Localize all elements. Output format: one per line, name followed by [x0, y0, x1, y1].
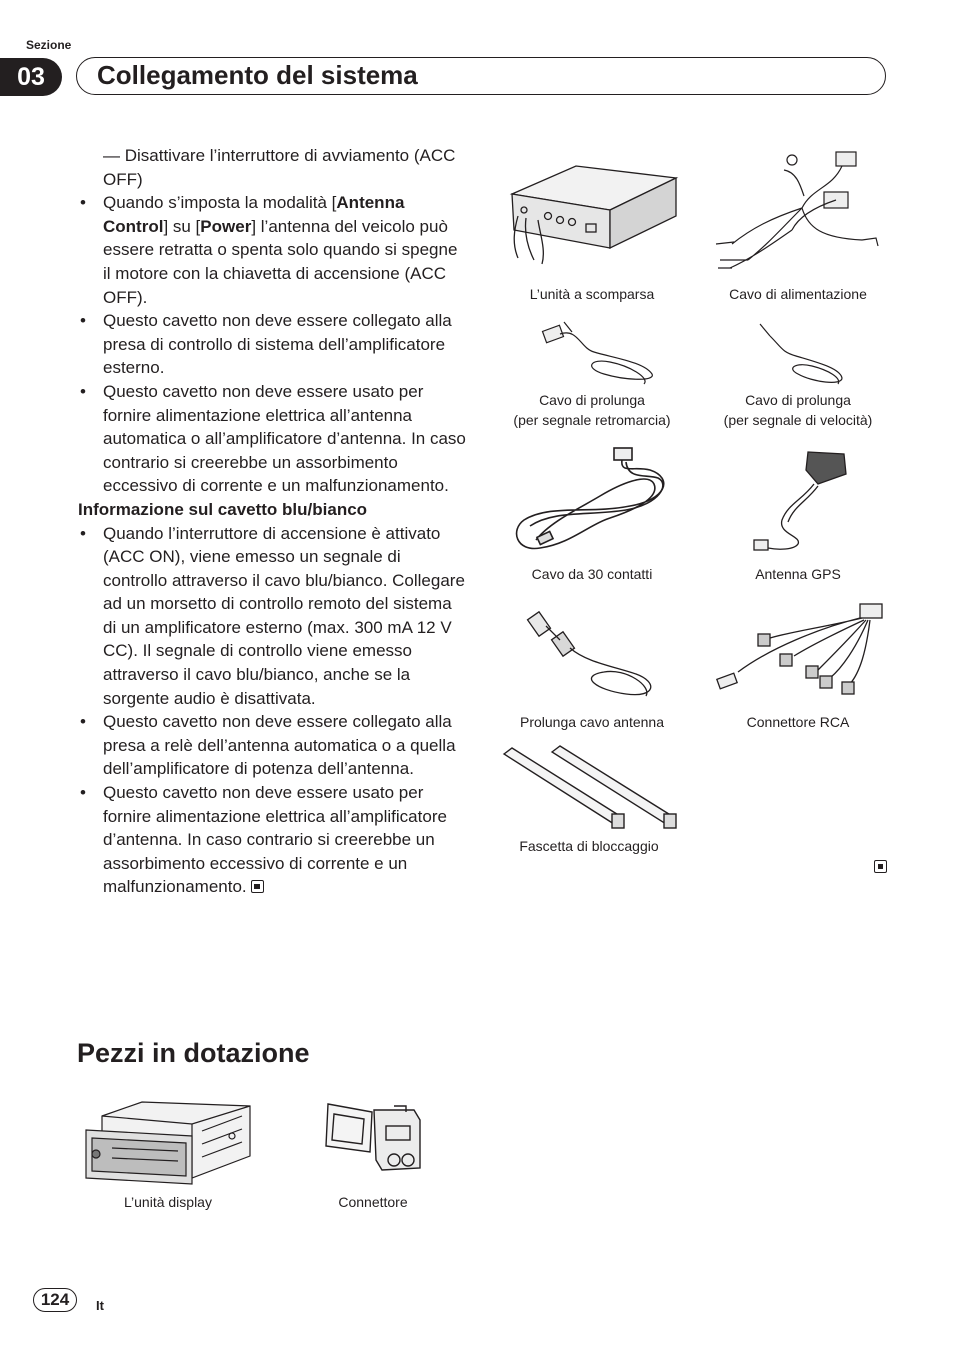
part-caption: Antenna GPS	[755, 566, 841, 582]
bullet-item	[78, 191, 468, 309]
cable-tie-figure	[500, 744, 682, 834]
part-caption: L’unità a scomparsa	[529, 286, 655, 302]
section-title: Collegamento del sistema	[97, 60, 418, 90]
bullet-item: • Quando l’interruttore di accensione è attivato (ACC ON), viene emesso un segnale di controllo attraverso il cavo blu/bianco. Collegare ad un morsetto di controllo remoto del sistema di un amplificatore esterno (max. 300 mA 12 V CC). Il segnale di controllo viene emesso attraverso il cavo blu/bianco, anche se la sorgente audio è disattivata.	[78, 522, 468, 711]
part-caption: Prolunga cavo antenna	[520, 714, 664, 730]
gps-antenna-figure	[748, 444, 854, 556]
cable-tie-icon	[500, 744, 682, 834]
subheading: Informazione sul cavetto blu/bianco	[78, 499, 368, 519]
antenna-extension-icon	[516, 606, 662, 702]
section-label: Sezione	[26, 38, 72, 52]
extension-cable-speed-icon	[752, 318, 850, 388]
bullet-item: • Questo cavetto non deve essere usato per fornire alimentazione elettrica all’antenna automatica o all’amplificatore d’antenna. In caso contrario si creerebbe un assorbimento eccessivo di corrente e un malfunzionamento.	[78, 380, 468, 498]
extension-cable-reverse-figure	[534, 318, 660, 390]
section-number-badge: 03	[0, 58, 62, 96]
part-caption: Cavo di prolunga (per segnale retromarcia)	[513, 392, 671, 428]
part-caption: Cavo da 30 contatti	[531, 566, 653, 582]
bullet-item: • Questo cavetto non deve essere collegato alla presa a relè dell’antenna automatica o a quella dell’amplificatore di potenza dell’antenna.	[78, 710, 468, 781]
power-cable-icon	[712, 148, 884, 276]
30-pin-cable-figure	[510, 444, 674, 558]
rca-connector-icon	[710, 598, 888, 706]
gps-antenna-icon	[748, 444, 854, 556]
connector-icon	[322, 1100, 424, 1176]
part-caption: Connettore RCA	[746, 714, 850, 730]
extension-cable-speed-figure	[752, 318, 850, 388]
display-unit-caption: L’unità display	[124, 1194, 212, 1210]
bullet-text: ] su [	[163, 216, 201, 236]
connector-figure	[322, 1100, 424, 1176]
part-caption: Fascetta di bloccaggio	[519, 838, 659, 854]
30-pin-cable-icon	[510, 444, 674, 558]
bullet-item	[78, 781, 468, 899]
display-unit-figure	[82, 1096, 254, 1192]
extension-cable-reverse-icon	[534, 318, 660, 390]
display-unit-icon	[82, 1096, 254, 1192]
language-code: It	[96, 1298, 104, 1313]
end-mark-icon	[251, 880, 264, 893]
antenna-extension-figure	[516, 606, 662, 702]
hideaway-unit-figure	[506, 160, 682, 270]
supplied-parts-title: Pezzi in dotazione	[77, 1038, 310, 1068]
end-mark-icon	[874, 860, 887, 873]
page-number: 124	[33, 1288, 77, 1312]
part-caption: Cavo di prolunga (per segnale di velocità)	[723, 392, 873, 428]
bold-antenna-control: Antenna Control	[103, 193, 405, 236]
dash-item: — Disattivare l’interruttore di avviamento (ACC OFF)	[103, 146, 456, 189]
bullet-item: • Questo cavetto non deve essere collegato alla presa di controllo di sistema dell’amplificatore esterno.	[78, 309, 468, 380]
left-column	[78, 144, 468, 899]
bullet-text: Questo cavetto non deve essere usato per fornire alimentazione elettrica all’amplificatore d’antenna. In caso contrario si creerebbe un assorbimento eccessivo di corrente e un malfunzionamento.	[103, 783, 447, 897]
part-caption: Cavo di alimentazione	[729, 286, 867, 302]
rca-connector-figure	[710, 598, 888, 706]
bullet-text: ] l’antenna del veicolo può essere retratta o spenta solo quando si spegne il motore con la chiavetta di accensione (ACC OFF).	[103, 216, 458, 307]
hideaway-unit-icon	[506, 160, 682, 270]
power-cable-figure	[712, 148, 884, 276]
connector-caption: Connettore	[338, 1194, 408, 1210]
bullet-text: Quando s’imposta la modalità [	[103, 193, 337, 213]
bold-power: Power	[200, 216, 252, 236]
